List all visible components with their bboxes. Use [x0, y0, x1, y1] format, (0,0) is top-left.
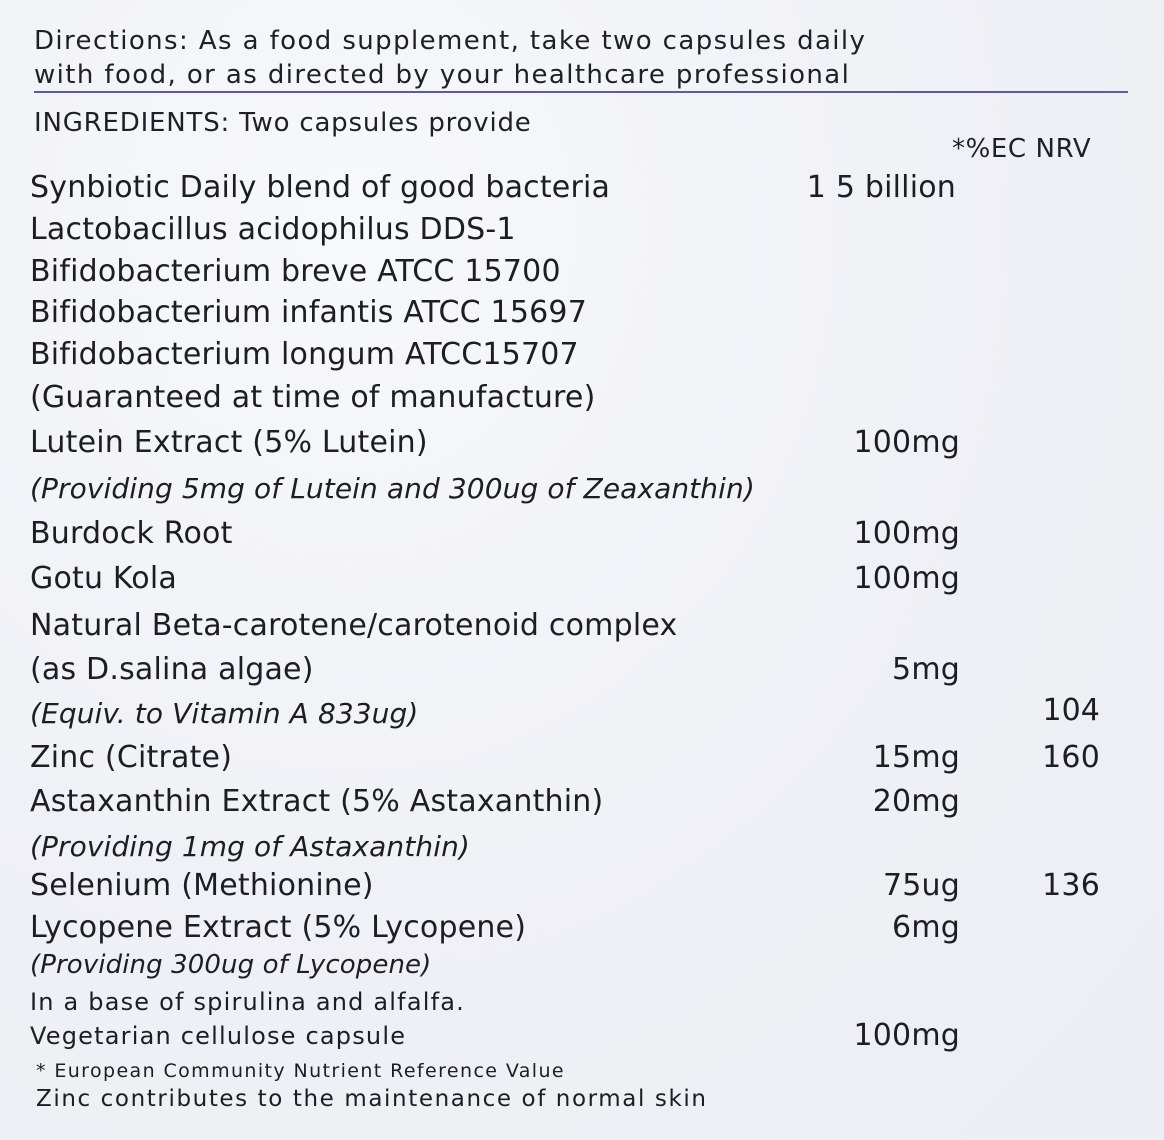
ingredient-row [30, 380, 1140, 420]
ingredient-name: Synbiotic Daily blend of good bacteria [30, 170, 611, 205]
ingredient-name: Selenium (Methionine) [30, 868, 374, 903]
ingredient-name: (Guaranteed at time of manufacture) [30, 380, 596, 415]
ingredient-name: Bifidobacterium longum ATCC15707 [30, 337, 579, 372]
ingredient-amount: 100mg [853, 516, 960, 551]
directions-text [34, 24, 1124, 92]
ingredient-row [30, 652, 1140, 692]
ingredient-amount: 5mg [892, 652, 960, 687]
ingredient-note: (Providing 5mg of Lutein and 300ug of Zeaxanthin) [30, 472, 755, 505]
ingredient-row [30, 1018, 1140, 1062]
ingredient-row [30, 868, 1140, 908]
ingredient-row [30, 472, 1140, 512]
ingredient-row [30, 830, 1140, 870]
ingredient-amount: 1 5 billion [806, 170, 956, 205]
ingredient-note: (Equiv. to Vitamin A 833ug) [30, 697, 419, 730]
ingredient-row [30, 608, 1140, 648]
ingredient-nrv: 136 [1042, 868, 1100, 903]
ingredient-name: Gotu Kola [30, 561, 177, 596]
ingredient-name: Vegetarian cellulose capsule [30, 1022, 407, 1050]
ingredient-name: Bifidobacterium infantis ATCC 15697 [30, 295, 587, 330]
ingredient-row [30, 910, 1140, 950]
ingredient-name: Lactobacillus acidophilus DDS-1 [30, 212, 516, 247]
ingredient-name: Burdock Root [30, 516, 233, 551]
ingredient-row [30, 740, 1140, 780]
ingredient-amount: 100mg [853, 425, 960, 460]
directions-line-1: Directions: As a food supplement, take two capsules daily [34, 26, 867, 56]
ingredient-note: (Providing 300ug of Lycopene) [30, 950, 432, 980]
ingredient-row [30, 254, 1140, 294]
footnote-text: * European Community Nutrient Reference Value [36, 1060, 565, 1082]
ingredient-amount: 20mg [872, 784, 960, 819]
ingredient-row [30, 561, 1140, 601]
directions-line-2: with food, or as directed by your healthcare professional [34, 60, 851, 90]
ingredient-row [30, 693, 1140, 737]
ingredient-nrv: 104 [1042, 693, 1100, 728]
ingredient-name: (as D.salina algae) [30, 652, 314, 687]
ingredient-row [30, 516, 1140, 556]
ingredient-row [30, 425, 1140, 465]
ingredient-row [30, 170, 1140, 210]
ingredient-name: Lycopene Extract (5% Lycopene) [30, 910, 527, 945]
ingredient-amount: 100mg [853, 1018, 960, 1053]
ingredient-amount: 75ug [882, 868, 960, 903]
ingredient-name: Bifidobacterium breve ATCC 15700 [30, 254, 561, 289]
ingredient-note: (Providing 1mg of Astaxanthin) [30, 830, 470, 863]
ingredient-name: Astaxanthin Extract (5% Astaxanthin) [30, 784, 604, 819]
health-claim [36, 1086, 1146, 1126]
health-claim-text: Zinc contributes to the maintenance of normal skin [36, 1086, 708, 1112]
divider-line [34, 91, 1128, 93]
nrv-column-header: *%EC NRV [952, 134, 1092, 164]
ingredient-name: Zinc (Citrate) [30, 740, 233, 775]
ingredient-row [30, 950, 1140, 990]
ingredient-row [30, 784, 1140, 824]
ingredient-row [30, 337, 1140, 377]
ingredient-amount: 6mg [892, 910, 960, 945]
ingredient-row [30, 212, 1140, 252]
ingredient-nrv: 160 [1042, 740, 1100, 775]
ingredient-row [30, 295, 1140, 335]
ingredients-heading: INGREDIENTS: Two capsules provide [34, 108, 532, 138]
ingredient-amount: 100mg [853, 561, 960, 596]
ingredient-name: Lutein Extract (5% Lutein) [30, 425, 428, 460]
ingredient-name: In a base of spirulina and alfalfa. [30, 988, 465, 1016]
ingredient-name: Natural Beta-carotene/carotenoid complex [30, 608, 678, 643]
ingredient-amount: 15mg [872, 740, 960, 775]
